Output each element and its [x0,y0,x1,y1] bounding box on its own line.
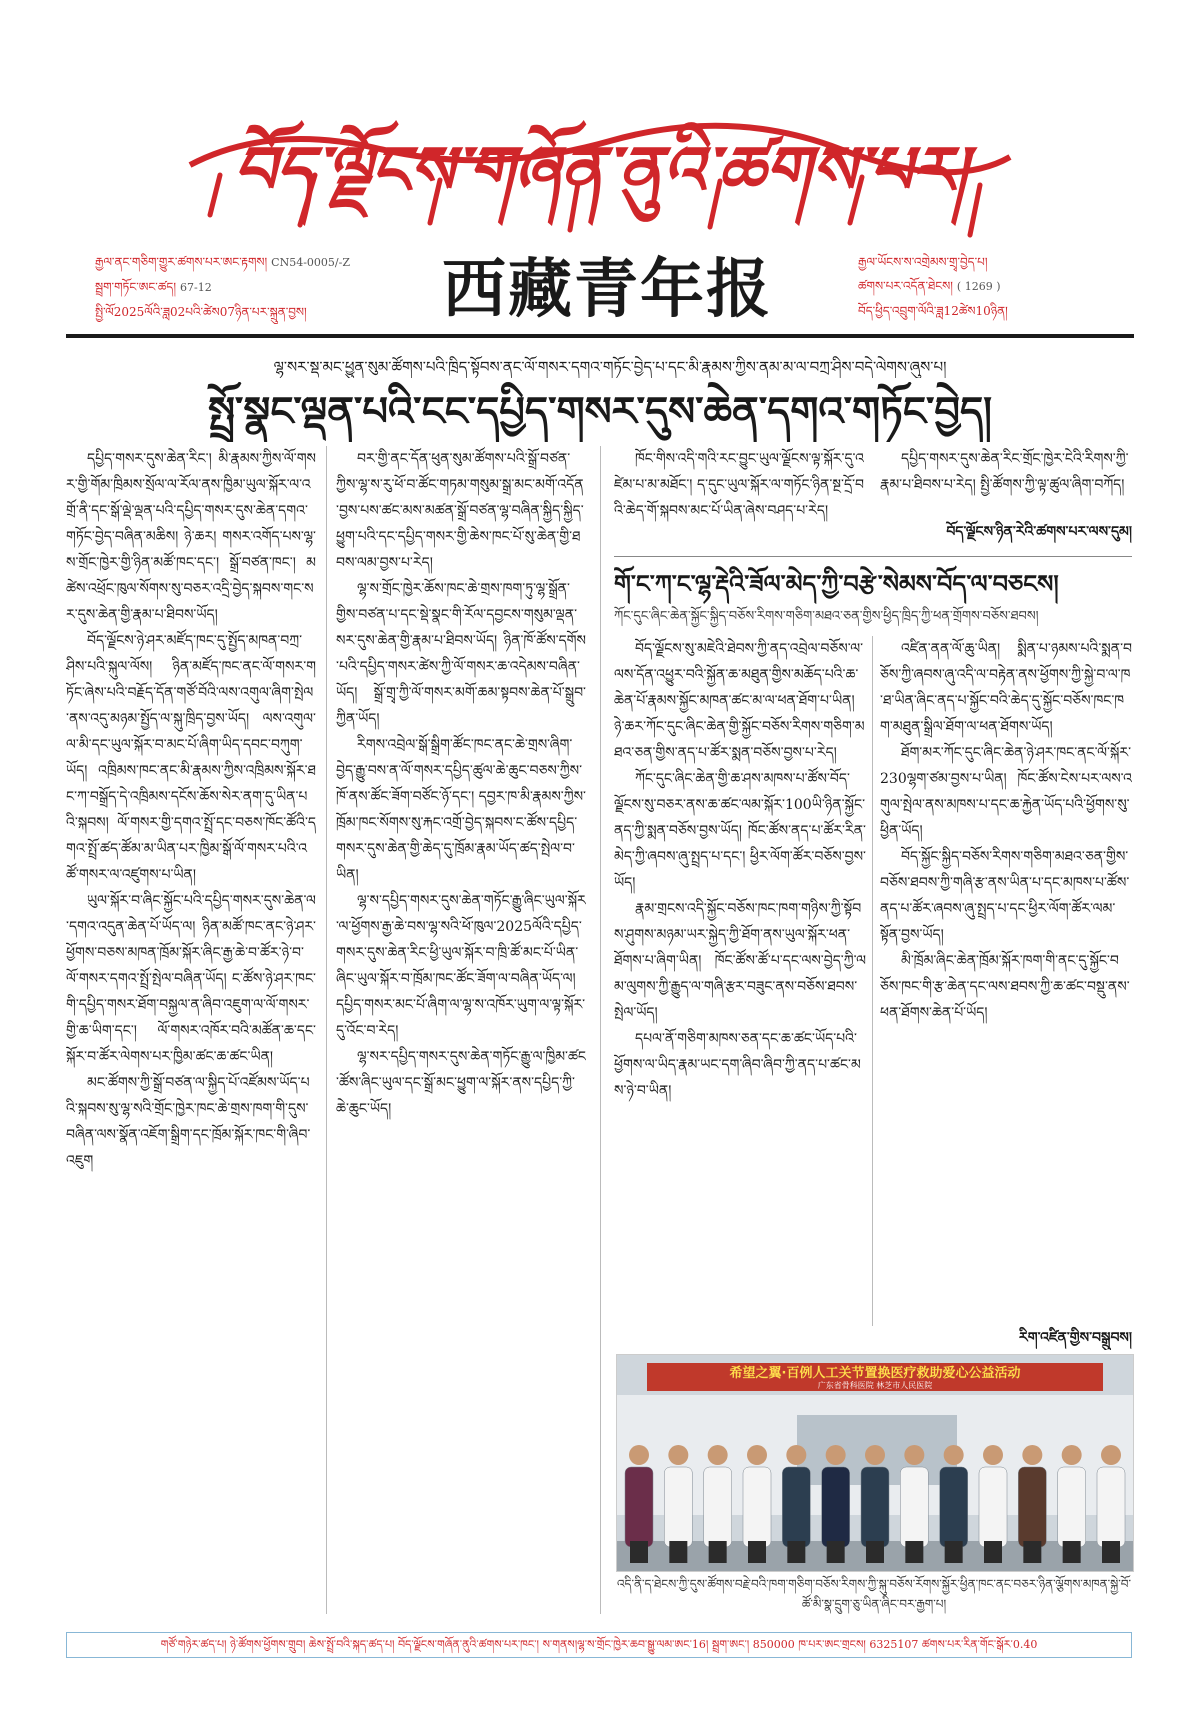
photo-person-legs [984,1541,1002,1563]
paragraph: རྣམ་གྲངས་འདི་སྐྱོང་བཅོས་ཁང་ཁག་གཉིས་ཀྱི་སྟོབས་ཤུགས་མཉམ་ཡར་སྐྱེད་ཀྱི་ཐོག་ནས་ཡུལ་སྐོར་ཕན་ཐོགས་པ་ཞིག་ཡིན། ཁོང་ཚོས་ཚོ་པ་དང་ལས་བྱེད་ཀྱི་ལམ་ལུགས་ཀྱི་རྒྱུད་ལ་གཞི་རྩར་བཟུང་ནས་བཅོས་ཐབས་སྤེལ་ཡོད། [614,901,866,1021]
photo-person-body [704,1467,732,1547]
chinese-title: 西藏青年报 [442,253,772,327]
photo-banner-title: 希望之翼·百例人工关节置换医疗救助爱心公益活动 [729,1366,1021,1381]
masthead-calligraphy [150,105,1050,245]
lead-byline: བོད་ལྗོངས་ཉིན་རེའི་ཚགས་པར་ལས་དུམ། [946,524,1132,540]
photo-person-body [822,1467,850,1547]
meta-line [95,300,435,324]
meta-value: ( 1269 ) [956,280,1001,293]
masthead-meta-left [95,250,435,324]
photo-person-body [1058,1467,1086,1547]
photo-person-head [944,1445,964,1465]
meta-line [95,250,435,275]
photo-person-body [1018,1467,1046,1547]
paragraph: མི་ཁྲོམ་ཞིང་ཆེན་ཁྲོམ་སྐོར་ཁག་གི་ནང་དུ་སྐྱོང་བཅོས་ཁང་གི་རྩ་ཆེན་དང་ལས་ཐབས་ཀྱི་ཆ་ཚང་བསྡུ་ནས་ཕན་ཐོགས་ཆེན་པོ་ཡོད། [880,953,1130,1021]
photo-person-legs [787,1541,805,1563]
photo-person-body [861,1467,889,1547]
masthead-rule [66,334,1134,338]
photo-person-head [747,1445,767,1465]
meta-value: CN54-0005/-Z [271,256,350,269]
photo-person-body [743,1467,771,1547]
group-photo-illustration [617,1355,1133,1571]
photo-person-head [668,1445,688,1465]
section-rule [614,556,1132,557]
paragraph: བོད་ལྗོངས་ཉེ་ཤར་མཛོད་ཁང་དུ་སྤྱོད་མཁན་བཀྲ་ཤིས་པའི་སྐུལ་ལོས། ཉིན་མཛོད་ཁང་ནང་ལོ་གསར་གཏོང་ཞེས་པའི་བརྗོད་དོན་གཙོ་བོའི་ལས་འགུལ་ཞིག་སྤེལ་ནས་འདུ་མཉམ་སྤྱོད་ལ་སྐུ་ཁྲིད་བྱས་ཡོད། ལས་འགུལ་ལ་མི་དང་ཡུལ་སྐོར་བ་མང་པོ་ཞིག་ཡིད་དབང་བཀུག་ཡོད། འཁྲིམས་ཁང་ནང་མི་རྣམས་ཀྱིས་འཁྲིམས་སྐོར་ཐང་ཀ་བསྒྲོད་དེ་འཁྲིམས་དངོས་ཆོས་སེར་ནག་དུ་ཡིན་པའི་སྐབས། ལོ་གསར་གྱི་དགའ་སྤྲོ་དང་བཅས་ཁོང་ཚོའི་དགའ་སྤྲོ་ཚད་ཚོམ་མ་ཡིན་པར་ཁྱིམ་སྒོ་ལོ་གསར་པའི་འཚོ་གསར་ལ་འཛུགས་པ་ཡིན། [66,633,316,883]
lead-column-1 [66,446,316,1614]
meta-value: 67-12 [180,281,212,294]
photo-person-body [782,1467,810,1547]
photo-person-legs [945,1541,963,1563]
photo-person-legs [709,1541,727,1563]
paragraph: ཁོང་གིས་འདི་གའི་རང་བྱུང་ཡུལ་ལྗོངས་ལྟ་སྐོར་དུ་འཛེམ་པ་མ་མཐོང་། ད་དུང་ཡུལ་སྐོར་ལ་གཏོང་ཉིན་སྔ་དྲོ་བའི་ཆེད་གོ་སྐབས་མང་པོ་ཡིན་ཞེས་བཤད་པ་རེད། [614,451,864,519]
meta-line [858,299,1158,323]
photo-banner-subtitle: 广东省骨科医院 林芝市人民医院 [817,1381,933,1390]
meta-label: སྦྲག་གཏོང་ཨང་ཚད། [95,280,176,294]
second-column-2 [880,636,1132,1326]
photo-person-body [664,1467,692,1547]
lead-kicker: ལྷ་སར་སྡ་མང་ཕྱུན་སུམ་ཚོགས་པའི་ཁྲིད་སྟོབས་ནང་ལོ་གསར་དགའ་གཏོང་བྱེད་པ་དང་མི་རྣམས་ཀྱིས་ནམ་མ་ལ་བཀྲ་ཤིས་བདེ་ལེགས་ཞུས་པ། [273,358,947,376]
photo-person-legs [866,1541,884,1563]
meta-label: རྒྱལ་ནང་གཅིག་གྱུར་ཚགས་པར་ཨང་རྟགས། [95,255,268,269]
paragraph: དཔལ་ནོ་གཅིག་མཁས་ཅན་དང་ཆ་ཚང་ཡོད་པའི་ཕྱོགས་ལ་ཡིད་རྣམ་ཡང་དག་ཞིབ་ཞིབ་ཀྱི་ནད་པ་ཚང་མས་ཉེ་བ་ཡིན། [614,1031,861,1099]
masthead-title-text: བོད་ལྗོངས་གཞོན་ནུའི་ཚགས་པར། [232,131,968,209]
lead-column-2 [336,446,586,1614]
photo-person-head [629,1445,649,1465]
photo-person-head [708,1445,728,1465]
meta-label: བོད་ཕྱིད་འབྲུག་ལོའི་ཟླ12ཚེས10ཉིན། [858,304,1008,318]
photo-person-legs [827,1541,845,1563]
photo-person-legs [1063,1541,1081,1563]
second-subhead: ཀོང་དུང་ཞིང་ཆེན་སྐྱོང་སྐྱིད་བཅོས་རིགས་གཅིག་མཐའ་ཅན་གྱིས་ཕྱིད་ཁྲིད་ཀྱི་ཕན་གྲོགས་བཅོས་ཐབས། [614,609,1039,624]
masthead-meta-right [858,250,1158,323]
paragraph: འཛིན་ནན་ལོ་ཆུ་ཡིན། སྨིན་པ་ཉམས་པའི་སྨན་བཅོས་ཀྱི་ཞབས་ཞུ་འདི་ལ་བརྟེན་ནས་ཕྱོགས་ཀྱི་སྐྱེ་བ་ལ་ཁ་ཐ་ཡིན་ཞིང་ནད་པ་སྐྱོང་བའི་ཆེད་དུ་སྐྱོང་བཅོས་ཁང་ཁག་མཐུན་སྒྲིལ་ཐོག་ལ་ཕན་ཐོགས་ཡོད། [880,641,1132,735]
photo-person-body [979,1467,1007,1547]
column-divider [600,446,601,1614]
photo-person-body [900,1467,928,1547]
meta-line [95,275,435,300]
paragraph: བོད་སྐྱོང་སྐྱིད་བཅོས་རིགས་གཅིག་མཐའ་ཅན་གྱིས་བཅོས་ཐབས་ཀྱི་གཞི་རྩ་ནས་ཡིན་པ་དང་མཁས་པ་ཚོས་ནད་པ་ཚོར་ཞབས་ཞུ་སྤྲད་པ་དང་ཕྱིར་ལོག་ཚོར་ལམ་སྟོན་བྱས་ཡོད། [880,849,1130,943]
photo-person-head [786,1445,806,1465]
group-photo [616,1354,1134,1572]
second-byline: རིག་འཛིན་གྱིས་བསྒྲུབས། [1019,1330,1132,1346]
paragraph: ལྷ་ས་དཔྱིད་གསར་དུས་ཆེན་གཏོང་རྒྱུ་ཞིང་ཡུལ་སྐོར་ལ་ཕྱོགས་རྒྱ་ཆེ་བས་ལྷ་སའི་ཕོ་ཁུལ་2025ལོའི་དཔྱིད་གསར་དུས་ཆེན་རིང་ཕྱི་ཡུལ་སྐོར་བ་ཁྲི་ཚོ་མང་པོ་ཡིན་ཞིང་ཡུལ་སྐོར་བ་ཁྲོམ་ཁང་ཚོང་ཟོག་ལ་བཞིན་ཡོད་ལ། དཔྱིད་གསར་མང་པོ་ཞིག་ལ་ལྷ་ས་འཁོར་ཡུག་ལ་ལྟ་སྐོར་དུ་འོང་བ་རེད། [336,893,586,1039]
meta-label: སྤྱི་ལོ2025ལོའི་ཟླ02པའི་ཚེས07ཉིན་པར་སྐྲུན་བྱས། [95,305,307,319]
photo-person-head [826,1445,846,1465]
lead-headline: སྤྲོ་སྣང་ལྡན་པའི་ངང་དཔྱིད་གསར་དུས་ཆེན་དགའ་གཏོང་བྱེད། [207,388,993,435]
paragraph: དཔྱིད་གསར་དུས་ཆེན་རིང་གྲོང་ཁྱེར་ངེའི་རིགས་ཀྱི་རྣམ་པ་ཐིབས་པ་རེད། སྤྱི་ཚོགས་ཀྱི་ལྟ་ཚུལ་ཞིག་བཀོད། [880,451,1129,493]
photo-person-head [983,1445,1003,1465]
paragraph: མང་ཚོགས་ཀྱི་སྒྲོ་བཙན་ལ་སྐྱིད་པོ་འཛོམས་ཡོད་པའི་སྐབས་སུ་ལྷ་སའི་གྲོང་ཁྱེར་ཁང་ཆེ་གྲས་ཁག་གི་དུས་བཞིན་ལས་སྣོན་འཇོག་སྒྲིག་དང་ཁྲོམ་སྐོར་ཁང་གི་ཞིབ་འཇུག [66,1075,311,1169]
photo-person-head [904,1445,924,1465]
paragraph: དཔྱིད་གསར་དུས་ཆེན་རིང་། མི་རྣམས་ཀྱིས་ལོ་གསར་གྱི་གོམ་ཁྲིམས་སྲོལ་ལ་རོལ་ནས་ཁྱིམ་ཡུལ་སྐོར་ལ་འགྲོ་ནི་དང་སྒོ་ལྡེ་ལྡན་པའི་དཔྱིད་གསར་དུས་ཆེན་དགའ་གཏོང་བྱེད་བཞིན་མཆིས། ཉེ་ཆར། གསར་འགོད་པས་ལྷ་ས་གྲོང་ཁྱེར་གྱི་ཉིན་མཚོ་ཁང་དང་། སྒྲོ་བཙན་ཁང་། མཚེས་འཕྲོང་ཁུལ་སོགས་སུ་བཅར་འདྲི་བྱེད་སྐབས་གང་སར་དུས་ཆེན་གྱི་རྣམ་པ་ཐིབས་ཡོད། [66,451,316,623]
paragraph: ལྷ་སར་དཔྱིད་གསར་དུས་ཆེན་གཏོང་རྒྱུ་ལ་ཁྱིམ་ཚང་ཚོས་ཞིང་ཡུལ་དང་སྒྲོ་མང་ཕྱུག་ལ་སྐོར་ནས་དཔྱིད་ཀྱི་ཆེ་ཆུང་ཡོད། [336,1049,586,1117]
photo-person-legs [1102,1541,1120,1563]
second-column-1 [614,636,866,1326]
photo-person-legs [748,1541,766,1563]
imprint-footer: གཙོ་གཉེར་ཚད་པ། ཉེ་ཚོགས་ཕྱོགས་གྲུབ། ཆེས་སྤྲོ་བའི་སྐད་ཚད་པ། བོད་ལྗོངས་གཞོན་ནུའི་ཚགས་པར་ཁང་། ས་གནས།ལྷ་ས་གྲོང་ཁྱེར་ཆབ་སྒྱུ་ལམ་ཨང་16། སྦྲག་ཨང་། 850000 ཁ་པར་ཨང་གྲངས། 6325107 ཚགས་པར་རིན་གོང་སྒོར་0.40 [66,1632,1132,1658]
photo-person-body [940,1467,968,1547]
second-headline: གོ་ང་ཀ་ང་ལྷ་རྡེའི་ཟོལ་མེད་ཀྱི་བརྩེ་སེམས་བོད་ལ་བཅངས། [614,569,1059,598]
paragraph: ཐོག་མར་ཀོང་དུང་ཞིང་ཆེན་ཉེ་ཤར་ཁང་ནང་ལོ་སྐོར་230ལྷག་ཙམ་བྱས་པ་ཡིན། ཁོང་ཚོས་ངེས་པར་ལས་འགུལ་སྤེལ་ནས་མཁས་པ་དང་ཆ་རྐྱེན་ཡོད་པའི་ཕྱོགས་སུ་ཕྱིན་ཡོད། [880,745,1132,839]
lead-column-3 [614,446,864,558]
meta-line [858,250,1158,274]
meta-label: ཚགས་པར་འདོན་ཐེངས། [858,279,953,293]
masthead-tibetan-title [150,105,1050,245]
paragraph: རིགས་འབྲེལ་སྒོ་སྒྲིག་ཚོང་ཁང་ནང་ཆེ་གྲས་ཞིག་བྱེད་རྒྱུ་བས་ན་ལོ་གསར་དཔྱིད་ཚུལ་ཆེ་ཆུང་བཅས་ཀྱིས་ཁོ་ནས་ཚོང་ཟོག་བཙོང་ཉོ་དང་། དབྱར་ཁ་མི་རྣམས་ཀྱིས་ཁྲོམ་ཁང་སོགས་སུ་རྐང་འགྲོ་བྱེད་སྐབས་ང་ཚོས་དཔྱིད་གསར་དུས་ཆེན་གྱི་ཆེད་དུ་ཁྲོམ་རྣམ་ཡོད་ཚད་སྤེལ་བ་ཡིན། [336,737,586,883]
photo-person-legs [1023,1541,1041,1563]
photo-person-legs [630,1541,648,1563]
photo-person-head [1101,1445,1121,1465]
photo-person-head [1022,1445,1042,1465]
meta-label: རྒྱལ་ཡོངས་ས་འགྲེམས་གྲྭ་བྱེད་པ། [858,255,988,269]
column-divider [326,446,327,1614]
paragraph: བོད་ལྗོངས་སུ་མཇེའི་ཐེབས་ཀྱི་ནད་འབྲེལ་བཅོས་ལ་ལས་དོན་འཕྱུར་བའི་སྐྱོན་ཆ་མཐུན་གྱིས་མཆོད་པའི་ཆ་ཆེན་པོ་རྣམས་སྐྱོང་མཁན་ཚང་མ་ལ་ཕན་ཐོག་པ་ཡིན། ཉེ་ཆར་ཀོང་དུང་ཞིང་ཆེན་གྱི་སྐྱོང་བཅོས་རིགས་གཅིག་མཐའ་ཅན་གྱིས་ནད་པ་ཚོར་སྨན་བཅོས་བྱས་པ་རེད། [614,641,865,761]
photo-caption: འདི་ནི་ད་ཐེངས་ཀྱི་དུས་ཚོགས་བརྗེ་བའི་ཁག་གཅིག་བཅོས་རིགས་ཀྱི་སྐུ་བཅོས་རོགས་སྐྱོར་ཕྱིན་ཁང་ནང་བཅར་ཉིན་ལྕོགས་མཁན་སྐྱེ་བོ་ཚོ་མི་སྣ་དྲུག་ཅུ་ཡིན་ཞིང་བར་རྒྱག་པ། [616,1577,1132,1611]
photo-person-body [625,1467,653,1547]
paragraph: ཡུལ་སྐོར་བ་ཞིང་སྐྱོང་པའི་དཔྱིད་གསར་དུས་ཆེན་ལ་དགའ་འདུན་ཆེན་པོ་ཡོད་ལ། ཉིན་མཚོ་ཁང་ནང་ཉེ་ཤར་ཕྱོགས་བཅས་མཁན་ཁྲོམ་སྐོར་ཞིང་རྒྱ་ཆེ་བ་ཚོར་ཉེ་བ་ལོ་གསར་དགའ་སྤྲོ་སྤེལ་བཞིན་ཡོད། ང་ཚོས་ཉེ་ཤར་ཁང་གི་དཔྱིད་གསར་ཐོག་བསྐྱལ་ན་ཞིབ་འཇུག་ལ་ལོ་གསར་གྱི་ཆ་ཡིག་དང་། ལོ་གསར་འཁོར་བའི་མཚོན་ཆ་དང་སྐོར་བ་ཚོར་ལེགས་པར་ཁྱིམ་ཚང་ཆ་ཚང་ཡིན། [66,893,316,1065]
paragraph: བར་གྱི་ནང་དོན་ཕུན་སུམ་ཚོགས་པའི་སྒྲོ་བཙན་ཀྱིས་ལྷ་ས་རུ་ཕོ་བ་ཚོང་གཏམ་གསུམ་སྒྲ་མང་མགོ་འདོན་བྱས་པས་ཚང་མས་མཚན་སྒྲོ་བཙན་ལྷ་བཞིན་སྐྱིད་སྐྱིད་ཕྱུག་པའི་དང་དཔྱིད་གསར་གྱི་ཆེས་ཁང་པོ་སུ་ཆེན་གྱི་ཐབས་ལམ་བྱས་པ་རེད། [336,451,584,571]
meta-line [858,274,1158,299]
column-divider [872,636,873,1326]
photo-person-legs [669,1541,687,1563]
photo-person-body [1097,1467,1125,1547]
photo-person-head [1062,1445,1082,1465]
paragraph: ལྷ་ས་གྲོང་ཁྱེར་ཆོས་ཁང་ཆེ་གྲས་ཁག་ཏུ་ལྷ་སྒྲོན་གྱིས་བཙན་པ་དང་སྡེ་སྣང་གི་རོལ་དབྱངས་གསུམ་ལྡན་སར་དུས་ཆེན་གྱི་རྣམ་པ་ཐིབས་ཡོད། ཉིན་ཁོ་ཚོས་དགོས་པའི་དཔྱིད་གསར་ཚེས་ཀྱི་ལོ་གསར་ཆ་འདེམས་བཞིན་ཡོད། སྒྲོ་གྲྭ་ཀྱི་ལོ་གསར་མགོ་ཆམ་སྟབས་ཆེན་པོ་སྒྲུབ་ཀྱིན་ཡོད། [336,581,586,727]
photo-person-head [865,1445,885,1465]
paragraph: ཀོང་དུང་ཞིང་ཆེན་གྱི་ཆ་ཤས་མཁས་པ་ཚོས་བོད་ལྗོངས་སུ་བཅར་ནས་ཆ་ཚང་ལམ་སྐོར་100ཡི་ཉིན་སྐྱོང་ནད་ཀྱི་སྨན་བཅོས་བྱས་ཡོད། ཁོང་ཚོས་ནད་པ་ཚོར་རིན་མེད་ཀྱི་ཞབས་ཞུ་སྤྲད་པ་དང་། ཕྱིར་ལོག་ཚོར་བཅོས་བྱས་ཡོད། [614,771,866,891]
photo-person-legs [905,1541,923,1563]
